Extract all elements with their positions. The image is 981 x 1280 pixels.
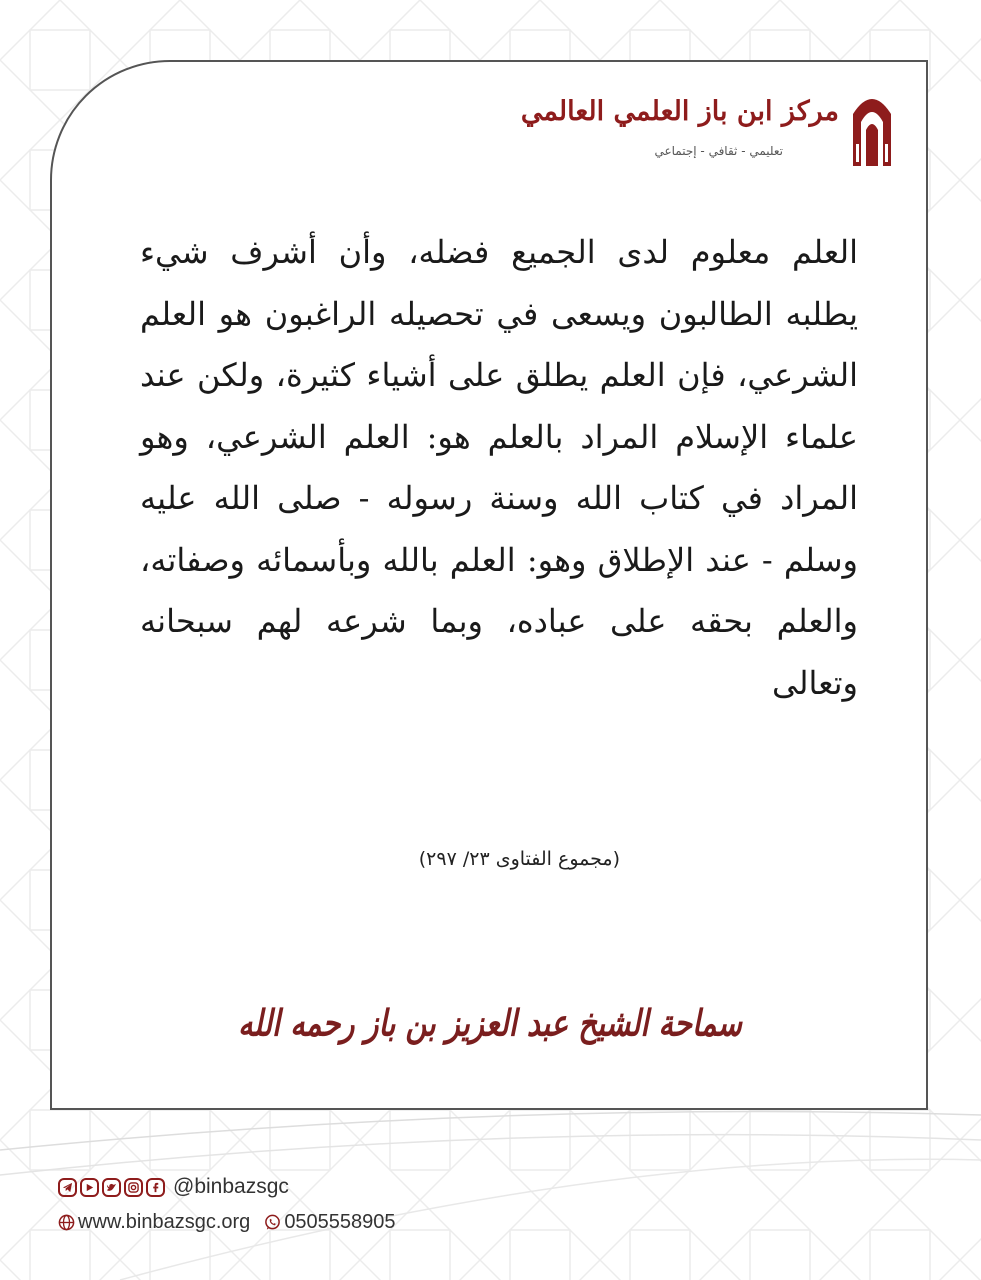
globe-icon [58,1214,75,1231]
twitter-icon[interactable] [102,1178,121,1197]
author-signature: سماحة الشيخ عبد العزيز بن باز رحمه الله [238,1001,742,1045]
center-logo [520,88,895,178]
mosque-emblem-icon [849,88,895,166]
instagram-icon[interactable] [124,1178,143,1197]
facebook-icon[interactable] [146,1178,165,1197]
contact-row [58,1204,396,1240]
website-link[interactable]: www.binbazsgc.org [78,1210,251,1233]
youtube-icon[interactable] [80,1178,99,1197]
footer [58,1172,396,1240]
quote-text: العلم معلوم لدى الجميع فضله، وأن أشرف شيء يطلبه الطالبون ويسعى في تحصيله الراغبون هو العلم الشرعي، فإن العلم يطلق على أشياء كثيرة، ولكن عند علماء الإسلام المراد بالعلم هو: العلم الشرعي، وهو المراد في كتاب الله وسنة رسوله - صلى الله عليه وسلم - عند الإطلاق وهو: العلم بالله وبأسمائه وصفاته، والعلم بحقه على عباده، وبما شرعه لهم سبحانه وتعالى [140,233,859,702]
whatsapp-icon [264,1214,281,1231]
center-tagline: تعليمي - ثقافي - إجتماعي [654,144,783,158]
social-handle[interactable]: @binbazsgc [173,1175,289,1198]
quote-reference: (مجموع الفتاوى ٢٣/ ٢٩٧) [418,848,620,870]
center-name: مركز ابن باز العلمي العالمي [520,96,839,127]
telegram-icon[interactable] [58,1178,77,1197]
phone-number[interactable]: 0505558905 [284,1210,396,1233]
social-row [58,1172,396,1202]
